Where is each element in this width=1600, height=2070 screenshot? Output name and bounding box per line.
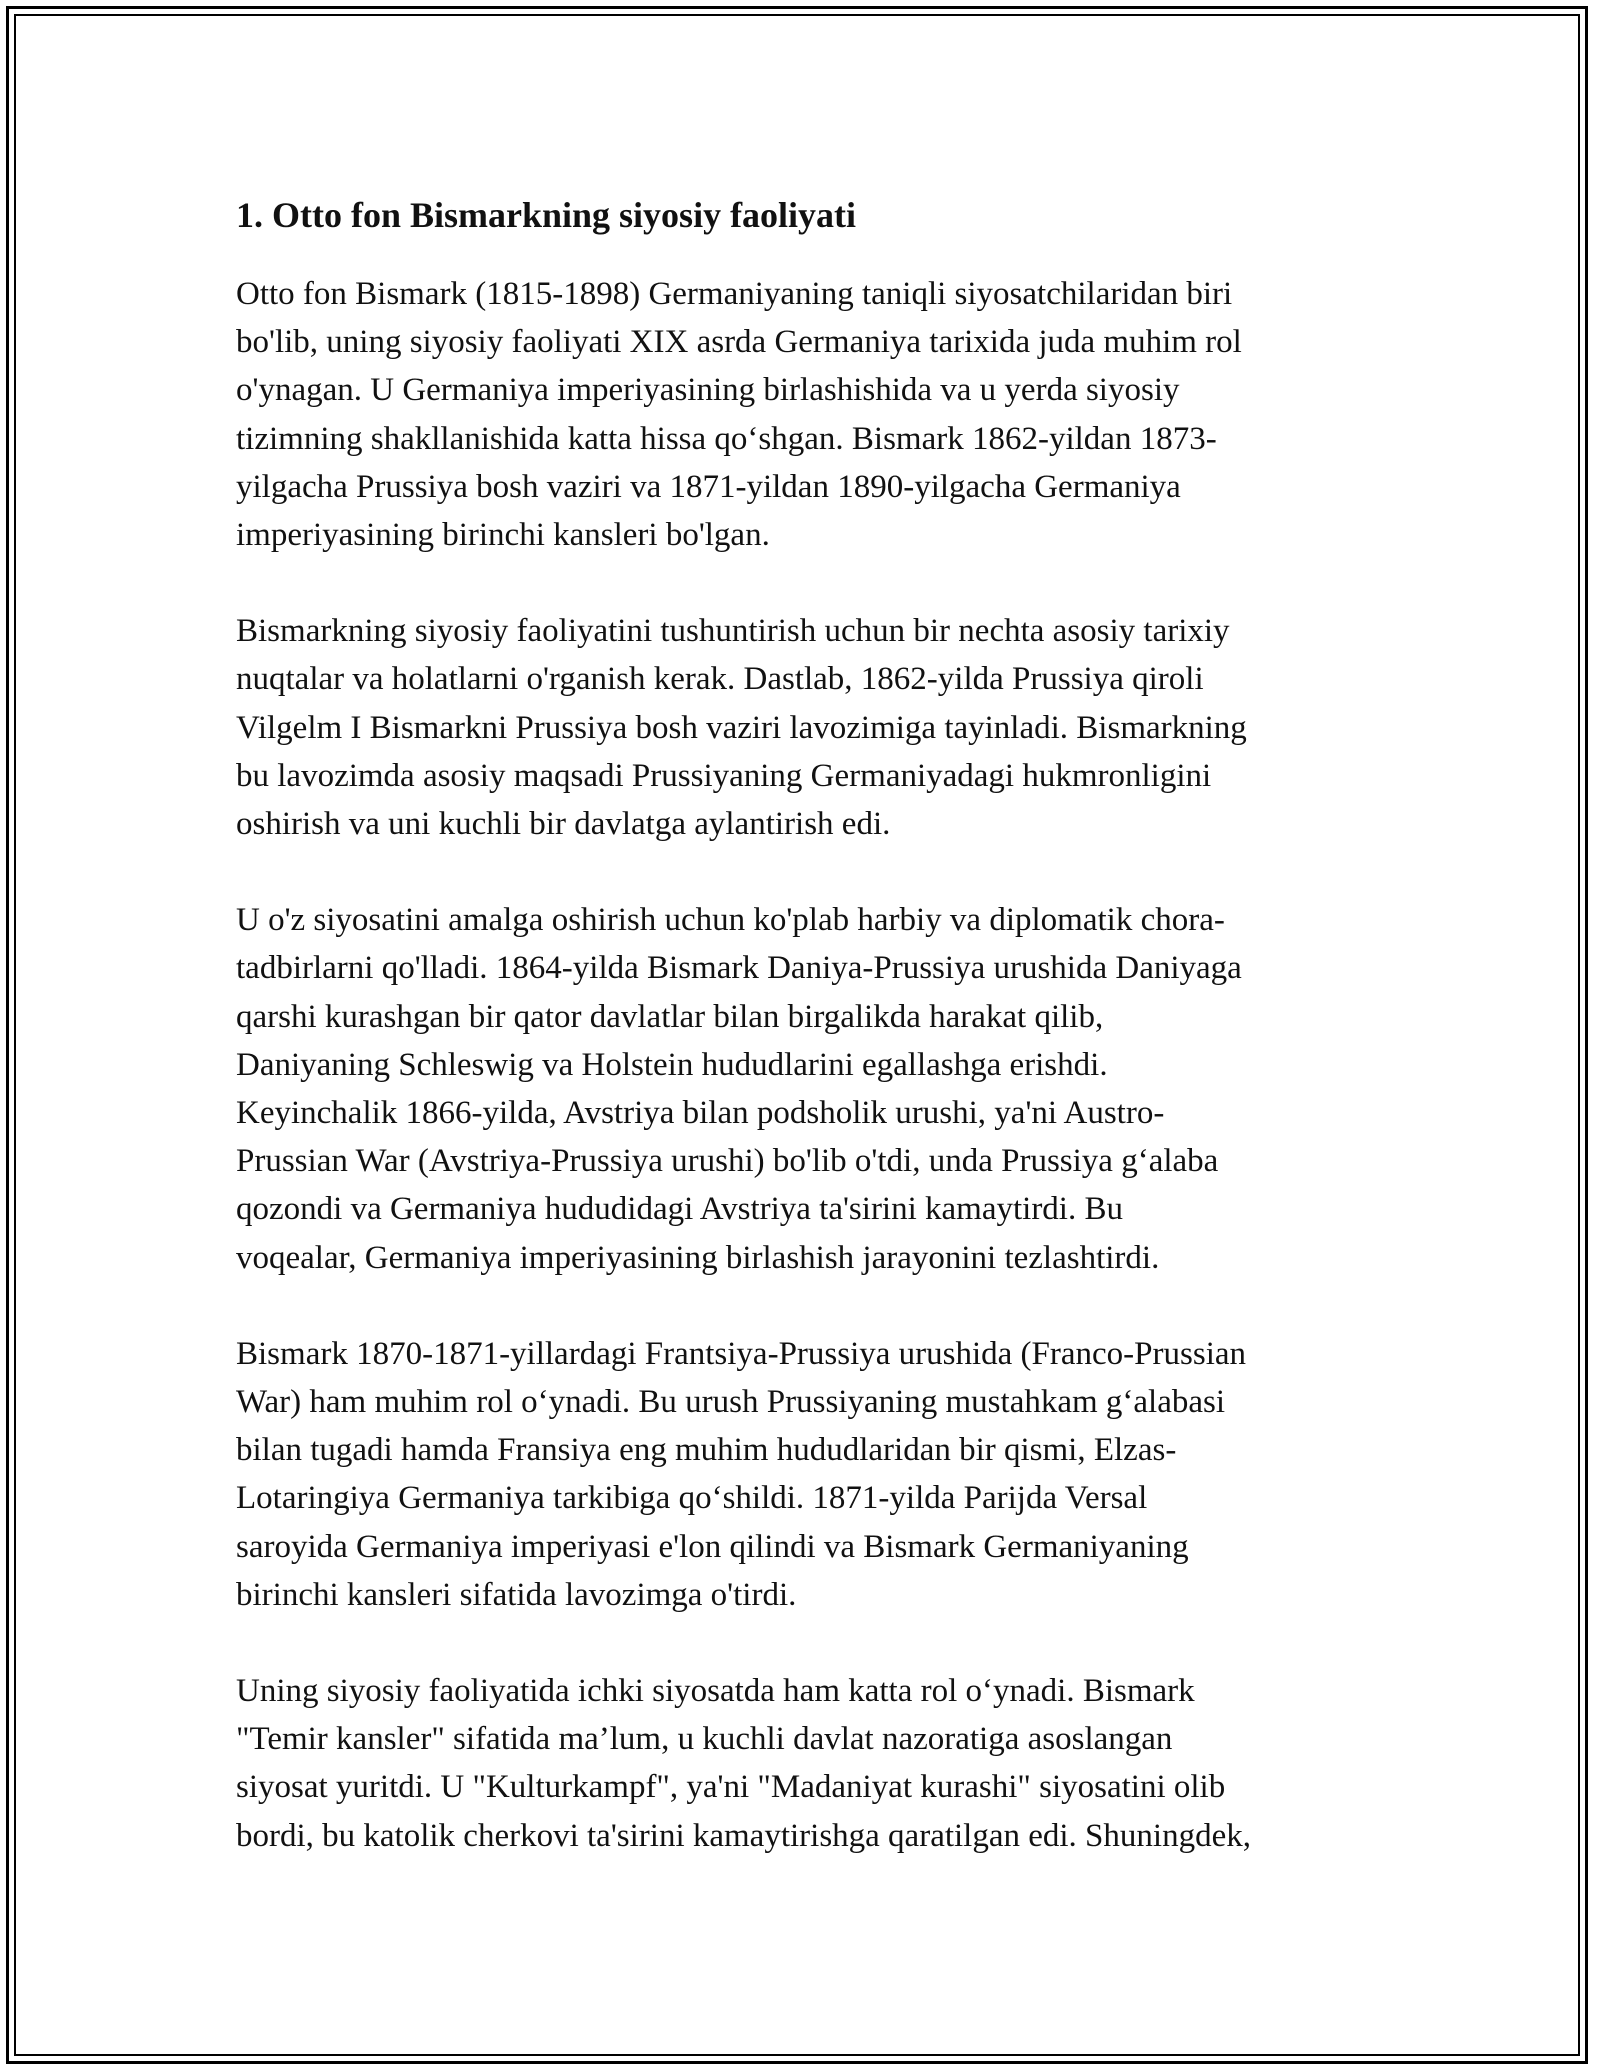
text-line: birinchi kansleri sifatida lavozimga o'tirdi. <box>236 1576 797 1613</box>
paragraph <box>236 1667 1386 1860</box>
paragraph <box>236 270 1386 559</box>
text-line: o'ynagan. U Germaniya imperiyasining birlashishida va u yerda siyosiy <box>236 372 1180 409</box>
text-line: Uning siyosiy faoliyatida ichki siyosatda ham katta rol o‘ynadi. Bismark <box>236 1673 1195 1710</box>
text-line: tadbirlarni qo'lladi. 1864-yilda Bismark Daniya-Prussiya urushida Daniyaga <box>236 950 1242 987</box>
text-line: nuqtalar va holatlarni o'rganish kerak. Dastlab, 1862-yilda Prussiya qiroli <box>236 661 1204 698</box>
text-line: bordi, bu katolik cherkovi ta'sirini kamaytirishga qaratilgan edi. Shuningdek, <box>236 1817 1251 1854</box>
text-line: Bismark 1870-1871-yillardagi Frantsiya-Prussiya urushida (Franco-Prussian <box>236 1335 1247 1372</box>
text-line: Keyinchalik 1866-yilda, Avstriya bilan podsholik urushi, ya'ni Austro- <box>236 1095 1165 1132</box>
text-line: Daniyaning Schleswig va Holstein hududlarini egallashga erishdi. <box>236 1046 1108 1083</box>
text-line: Otto fon Bismark (1815-1898) Germaniyaning taniqli siyosatchilaridan biri <box>236 276 1233 312</box>
text-line: Lotaringiya Germaniya tarkibiga qo‘shildi. 1871-yilda Parijda Versal <box>236 1480 1148 1517</box>
text-line: bilan tugadi hamda Fransiya eng muhim hududlaridan bir qismi, Elzas- <box>236 1432 1177 1469</box>
text-line: voqealar, Germaniya imperiyasining birlashish jarayonini tezlashtirdi. <box>236 1239 1160 1276</box>
text-line: U o'z siyosatini amalga oshirish uchun ko'plab harbiy va diplomatik chora- <box>236 902 1225 939</box>
text-line: "Temir kansler" sifatida ma’lum, u kuchli davlat nazoratiga asoslangan <box>236 1721 1173 1758</box>
text-line: bu lavozimda asosiy maqsadi Prussiyaning Germaniyadagi hukmronligini <box>236 757 1212 794</box>
paragraph-list <box>236 270 1386 1860</box>
document-body <box>236 190 1386 1908</box>
section-heading: 1. Otto fon Bismarkning siyosiy faoliyati <box>236 195 857 235</box>
text-line: War) ham muhim rol o‘ynadi. Bu urush Prussiyaning mustahkam g‘alabasi <box>236 1384 1226 1421</box>
paragraph <box>236 1330 1386 1619</box>
text-line: qozondi va Germaniya hududidagi Avstriya ta'sirini kamaytirdi. Bu <box>236 1191 1123 1228</box>
text-line: imperiyasining birinchi kansleri bo'lgan. <box>236 517 770 554</box>
text-line: qarshi kurashgan bir qator davlatlar bilan birgalikda harakat qilib, <box>236 998 1104 1035</box>
text-line: oshirish va uni kuchli bir davlatga aylantirish edi. <box>236 806 891 843</box>
text-line: tizimning shakllanishida katta hissa qo‘shgan. Bismark 1862-yildan 1873- <box>236 420 1217 457</box>
text-line: yilgacha Prussiya bosh vaziri va 1871-yildan 1890-yilgacha Germaniya <box>236 468 1181 505</box>
text-line: Prussian War (Avstriya-Prussiya urushi) bo'lib o'tdi, unda Prussiya g‘alaba <box>236 1143 1219 1180</box>
text-line: siyosat yuritdi. U "Kulturkampf", ya'ni "Madaniyat kurashi" siyosatini olib <box>236 1769 1226 1806</box>
paragraph <box>236 607 1386 848</box>
text-line: Bismarkning siyosiy faoliyatini tushuntirish uchun bir nechta asosiy tarixiy <box>236 613 1230 650</box>
text-line: Vilgelm I Bismarkni Prussiya bosh vaziri lavozimiga tayinladi. Bismarkning <box>236 709 1247 746</box>
text-line: bo'lib, uning siyosiy faoliyati XIX asrda Germaniya tarixida juda muhim rol <box>236 324 1242 361</box>
text-line: saroyida Germaniya imperiyasi e'lon qilindi va Bismark Germaniyaning <box>236 1528 1189 1565</box>
paragraph <box>236 896 1386 1282</box>
